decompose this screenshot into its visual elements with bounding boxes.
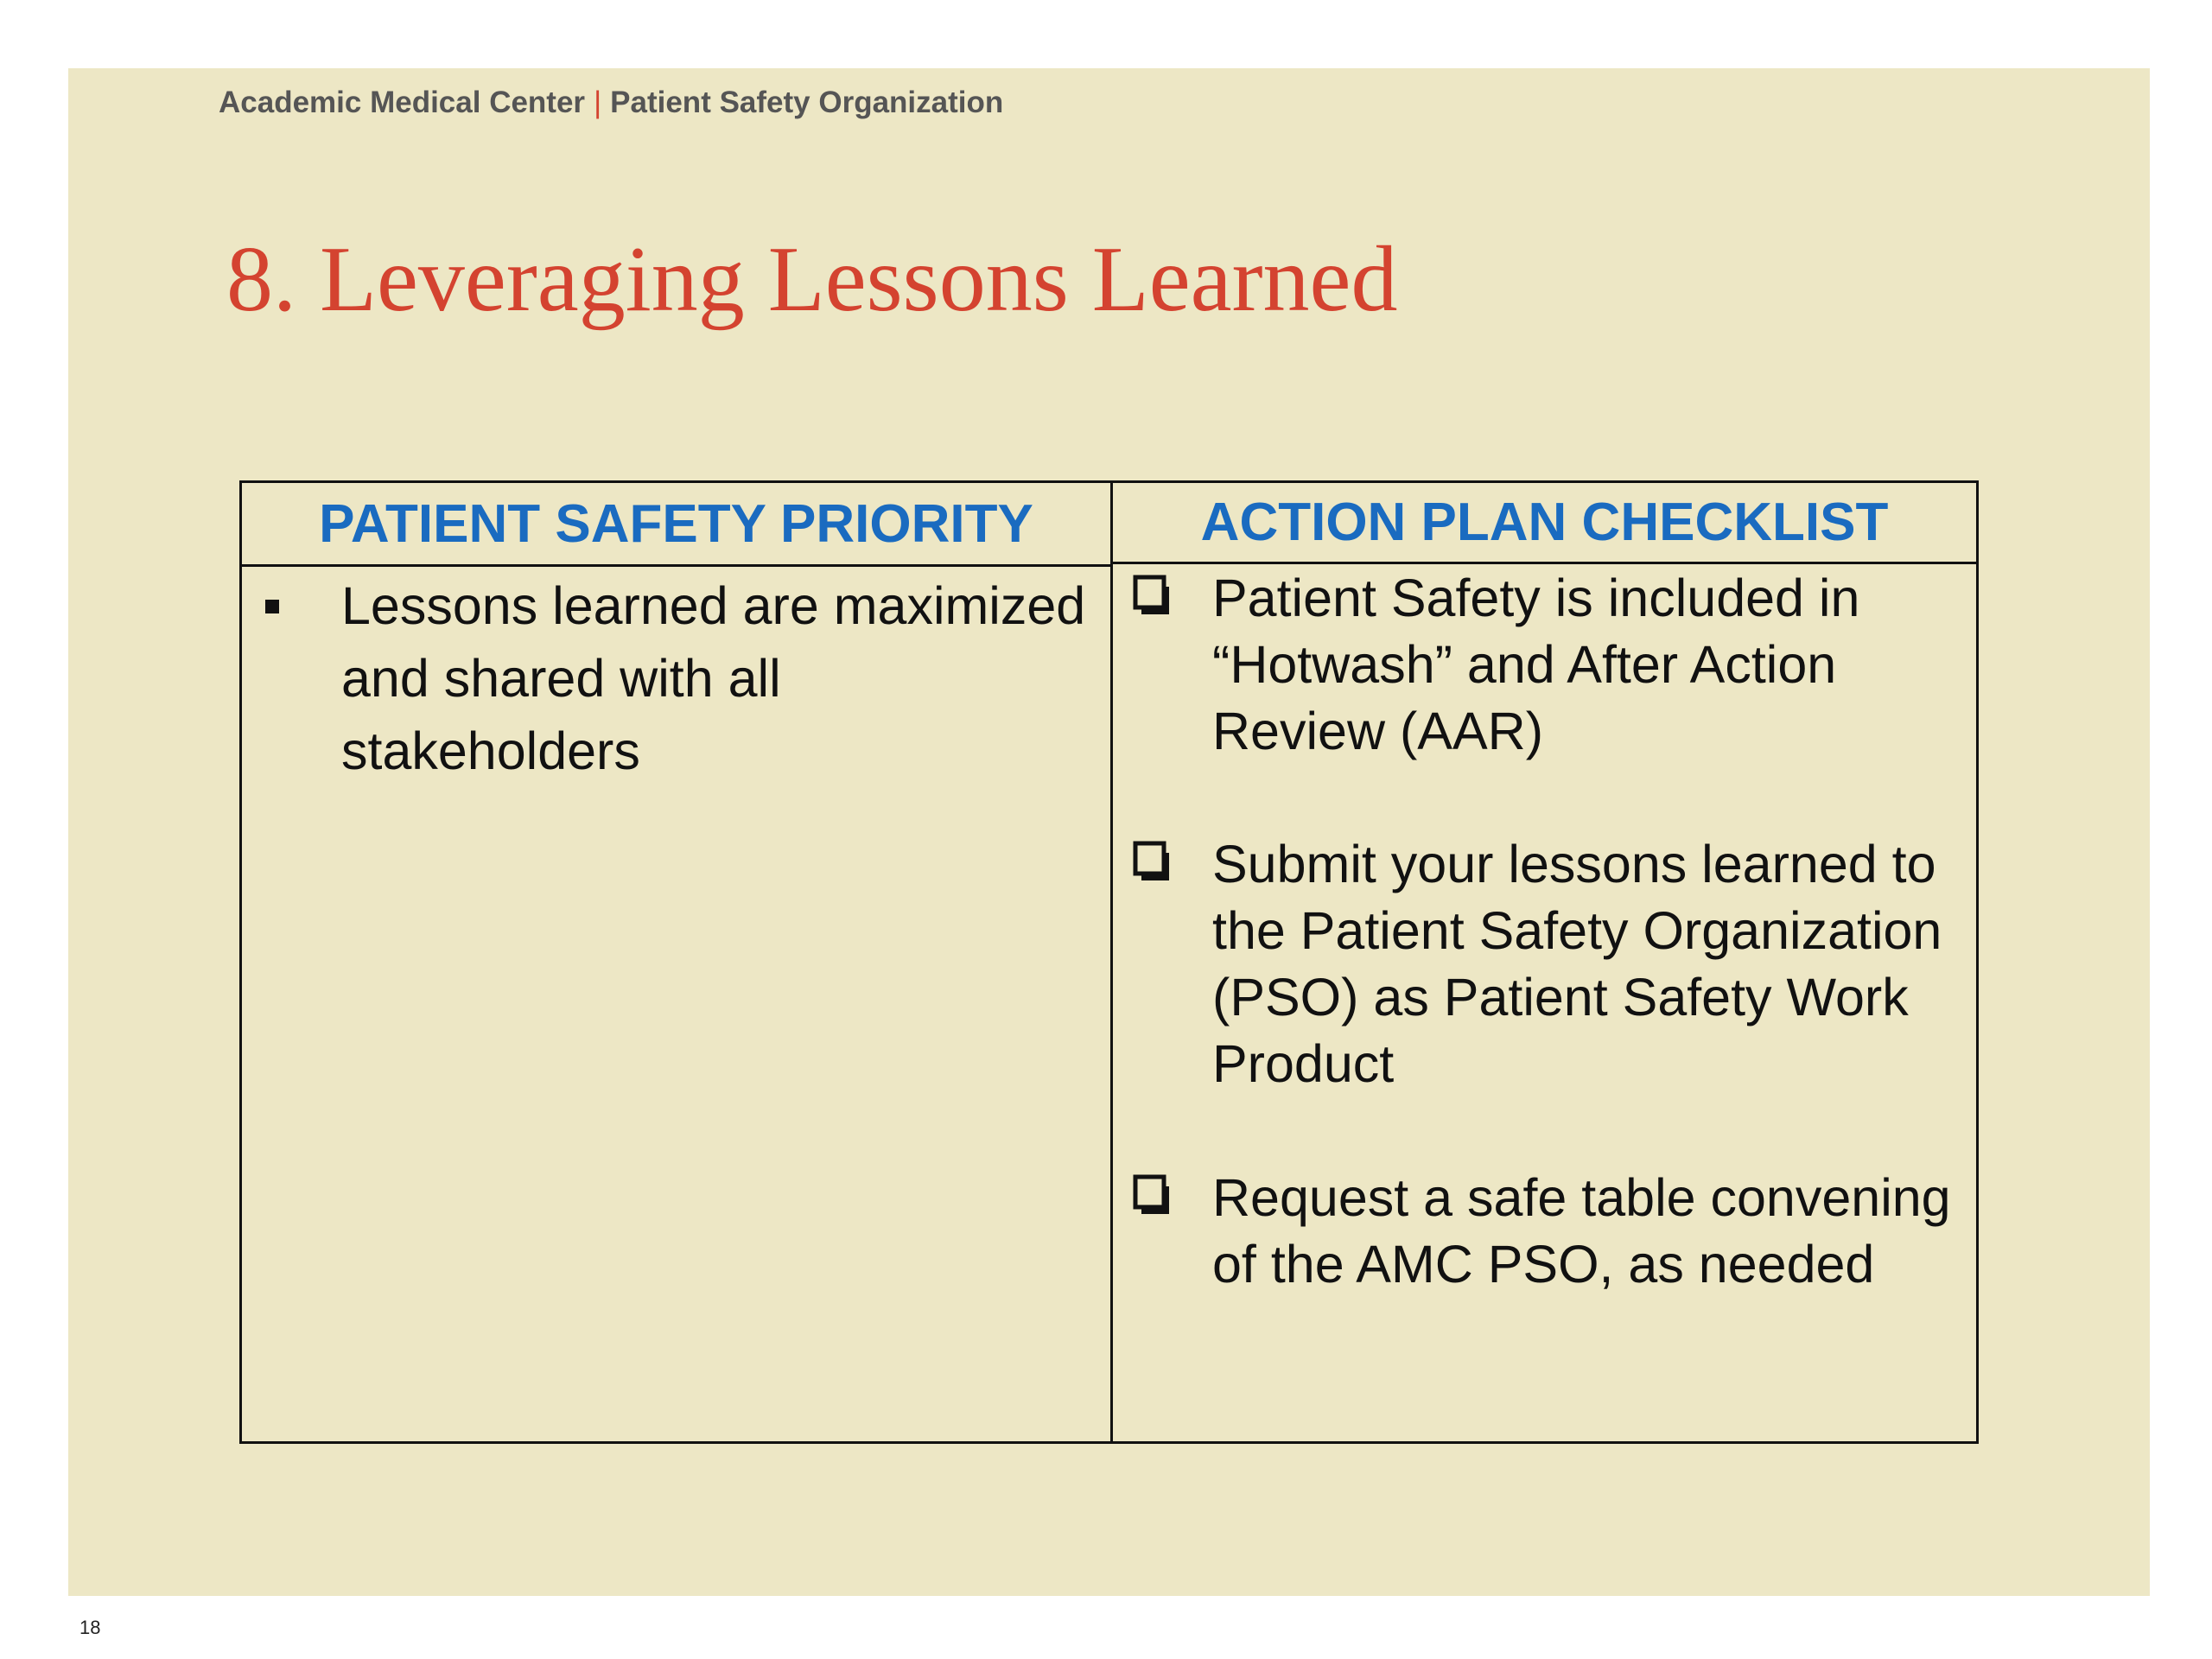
- slide-header: [219, 86, 1003, 120]
- header-separator: |: [594, 86, 602, 119]
- checklist-item-text: Patient Safety is included in “Hotwash” and After Action Review (AAR): [1212, 569, 1860, 760]
- square-bullet-icon: [265, 600, 279, 613]
- checkbox-icon: [1133, 1174, 1171, 1216]
- header-organization: Academic Medical Center: [219, 86, 586, 119]
- page-number: 18: [79, 1617, 101, 1638]
- header-department: Patient Safety Organization: [610, 86, 1004, 119]
- priority-column-heading: PATIENT SAFETY PRIORITY: [242, 483, 1110, 567]
- checklist-column-heading: ACTION PLAN CHECKLIST: [1113, 483, 1976, 564]
- checklist-item-text: Request a safe table convening of the AMC PSO, as needed: [1212, 1168, 1951, 1294]
- checkbox-icon: [1133, 575, 1171, 616]
- checklist-item-text: Submit your lessons learned to the Patient Safety Organization (PSO) as Patient Safety Work Product: [1212, 835, 1942, 1093]
- slide-title: 8. Leveraging Lessons Learned: [226, 228, 1398, 331]
- priority-column: [242, 483, 1113, 1441]
- priority-checklist-table: [239, 480, 1979, 1444]
- checklist-column: [1113, 483, 1976, 1441]
- priority-item-text: Lessons learned are maximized and shared with all stakeholders: [341, 576, 1086, 780]
- checkbox-icon: [1133, 841, 1171, 882]
